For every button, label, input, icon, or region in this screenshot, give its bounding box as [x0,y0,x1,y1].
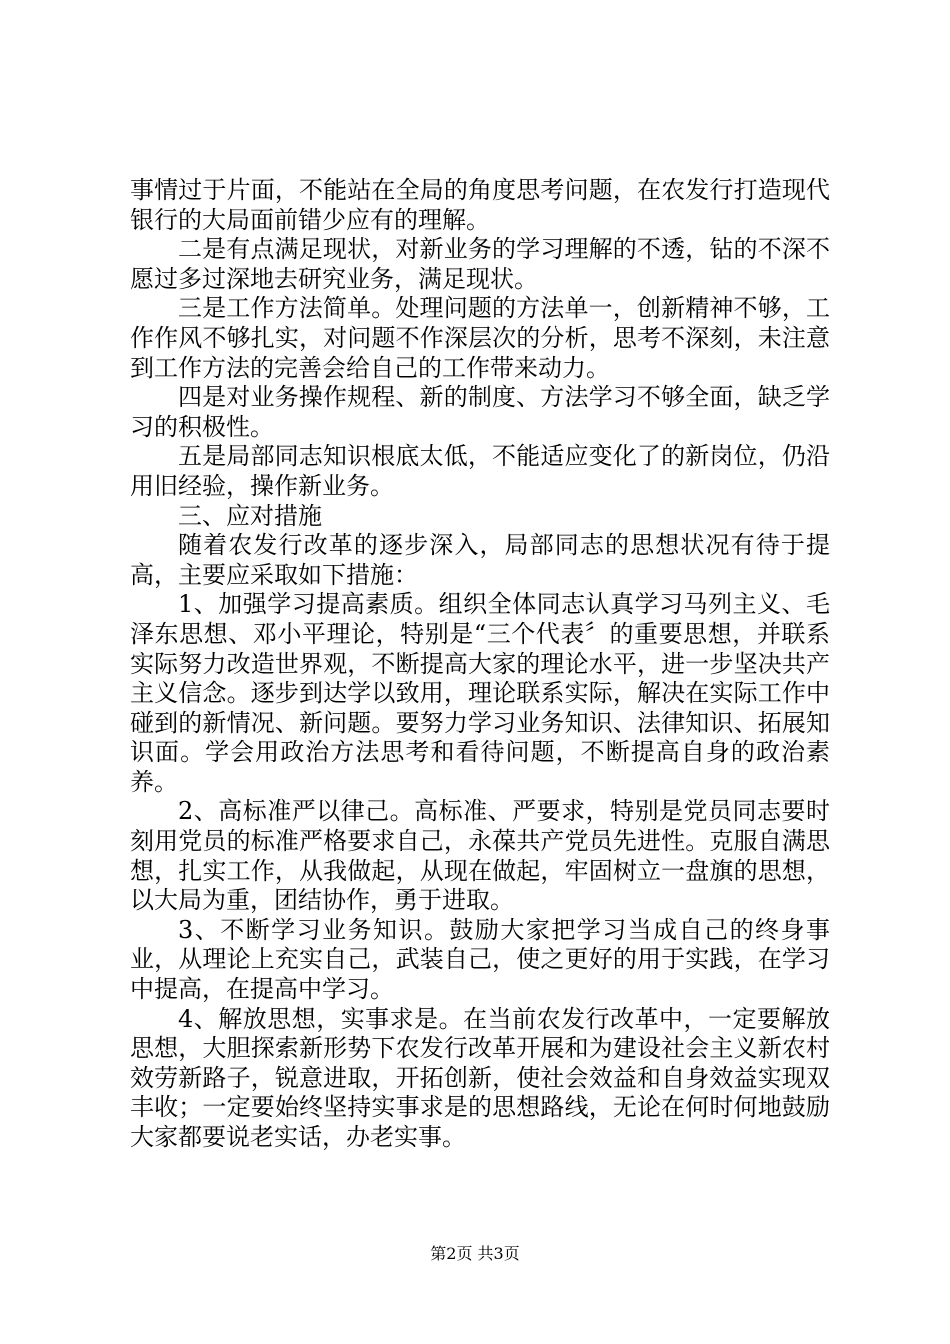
paragraph-point-five: 五是局部同志知识根底太低，不能适应变化了的新岗位，仍沿用旧经验，操作新业务。 [130,442,830,500]
document-body [130,176,830,1153]
paragraph-measure-1: 1、加强学习提高素质。组织全体同志认真学习马列主义、毛泽东思想、邓小平理论，特别是“三个代表〞的重要思想，并联系实际努力改造世界观，不断提高大家的理论水平，进一步坚决共产主义信念。逐步到达学以致用，理论联系实际，解决在实际工作中碰到的新情况、新问题。要努力学习业务知识、法律知识、拓展知识面。学会用政治方法思考和看待问题，不断提高自身的政治素养。 [130,590,830,796]
section-heading-measures: 三、应对措施 [178,501,322,530]
paragraph-point-four: 四是对业务操作规程、新的制度、方法学习不够全面，缺乏学习的积极性。 [130,383,830,441]
paragraph-measure-2: 2、高标准严以律己。高标准、严要求，特别是党员同志要时刻用党员的标准严格要求自己，永葆共产党员先进性。克服自满思想，扎实工作，从我做起，从现在做起，牢固树立一盘旗的思想，以大局为重，团结协作，勇于进取。 [130,797,830,915]
page-number-footer: 第2页 共3页 [430,1244,520,1263]
paragraph-measure-4: 4、解放思想，实事求是。在当前农发行改革中，一定要解放思想，大胆探索新形势下农发行改革开展和为建设社会主义新农村效劳新路子，锐意进取，开拓创新，使社会效益和自身效益实现双丰收；一定要始终坚持实事求是的思想路线，无论在何时何地鼓励大家都要说老实话，办老实事。 [130,1004,830,1151]
paragraph-continuation: 事情过于片面，不能站在全局的角度思考问题，在农发行打造现代银行的大局面前错少应有的理解。 [130,176,830,234]
paragraph-measures-intro: 随着农发行改革的逐步深入，局部同志的思想状况有待于提高，主要应采取如下措施： [130,531,830,589]
paragraph-point-two: 二是有点满足现状，对新业务的学习理解的不透，钻的不深不愿过多过深地去研究业务，满足现状。 [130,235,830,293]
paragraph-point-three: 三是工作方法简单。处理问题的方法单一，创新精神不够，工作作风不够扎实，对问题不作深层次的分析，思考不深刻，未注意到工作方法的完善会给自己的工作带来动力。 [130,294,830,382]
paragraph-measure-3: 3、不断学习业务知识。鼓励大家把学习当成自己的终身事业，从理论上充实自己，武装自己，使之更好的用于实践，在学习中提高，在提高中学习。 [130,915,830,1004]
